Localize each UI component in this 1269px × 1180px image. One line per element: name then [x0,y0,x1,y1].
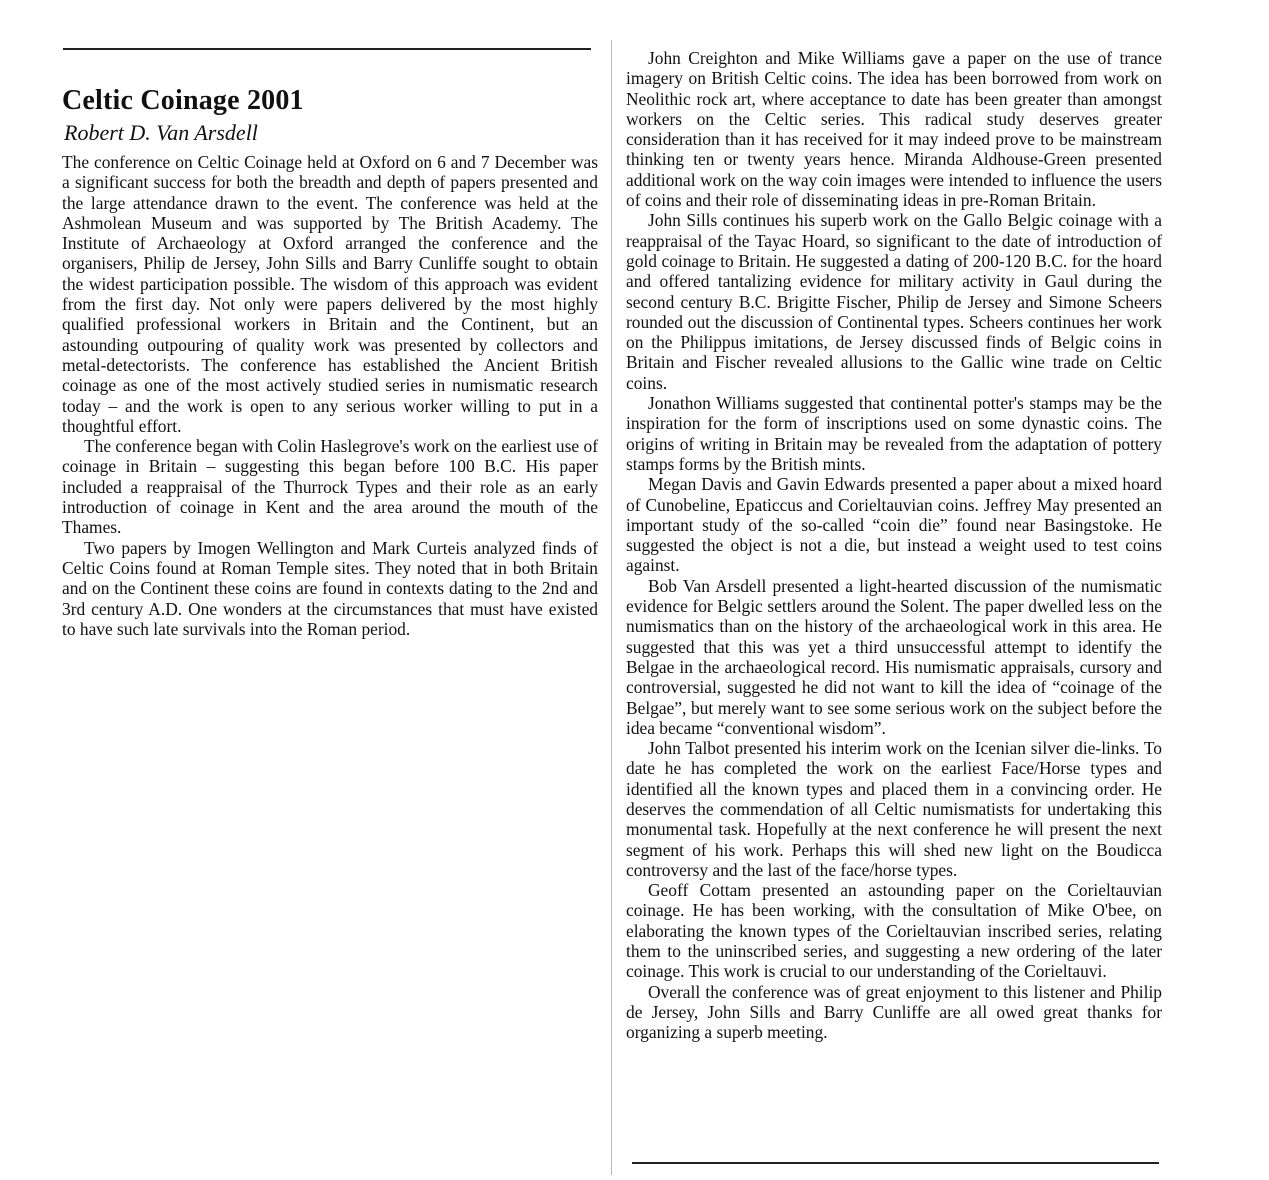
top-rule [63,48,591,50]
paragraph: John Sills continues his superb work on the Gallo Belgic coinage with a reappraisal of the Tayac Hoard, so significant to the date of introduction of gold coinage to Britain. He suggested a dating of 200-120 B.C. for the hoard and offered tantalizing evidence for military activity in Gaul during the second century B.C. Brigitte Fischer, Philip de Jersey and Simone Scheers rounded out the discussion of Continental types. Scheers continues her work on the Philippus imitations, de Jersey discussed finds of Belgic coins in Britain and Fischer revealed allusions to the Gallic wine trade on Celtic coins. [626,210,1162,393]
article-author: Robert D. Van Arsdell [64,120,258,145]
paragraph: John Talbot presented his interim work on the Icenian silver die-links. To date he has completed the work on the earliest Face/Horse types and identified all the known types and placed them in a convincing order. He deserves the commendation of all Celtic numismatists for undertaking this monumental task. Hopefully at the next conference he will present the next segment of his work. Perhaps this will shed new light on the Boudicca controversy and the last of the face/horse types. [626,738,1162,880]
paragraph: Bob Van Arsdell presented a light-hearted discussion of the numismatic evidence for Belgic settlers around the Solent. The paper dwelled less on the numismatics than on the history of the archaeological work in this area. He suggested that this was yet a third unsuccessful attempt to identify the Belgae in the archaeological record. His numismatic appraisals, cursory and controversial, suggested he did not want to kill the idea of “coinage of the Belgae”, but merely want to see some serious work on the subject before the idea became “conventional wisdom”. [626,575,1162,738]
paragraph: The conference began with Colin Haslegrove's work on the earliest use of coinage in Britain – suggesting this began before 100 B.C. His paper included a reappraisal of the Thurrock Types and their role as an early introduction of coinage in Kent and the area around the mouth of the Thames. [62,436,598,538]
paragraph: The conference on Celtic Coinage held at Oxford on 6 and 7 December was a significant success for both the breadth and depth of papers presented and the large attendance drawn to the event. The conference was held at the Ashmolean Museum and was supported by The British Academy. The Institute of Archaeology at Oxford arranged the conference and the organisers, Philip de Jersey, John Sills and Barry Cunliffe sought to obtain the widest participation possible. The wisdom of this approach was evident from the first day. Not only were papers delivered by the most highly qualified professional workers in Britain and the Continent, but an astounding outpouring of quality work was presented by collectors and metal-detectorists. The conference has established the Ancient British coinage as one of the most actively studied series in numismatic research today – and the work is open to any serious worker willing to put in a thoughtful effort. [62,152,598,436]
bottom-rule [632,1162,1159,1164]
article-title: Celtic Coinage 2001 [62,85,304,116]
paragraph: John Creighton and Mike Williams gave a paper on the use of trance imagery on British Celtic coins. The idea has been borrowed from work on Neolithic rock art, where acceptance to date has been greater than amongst workers on the Celtic series. This radical study deserves greater consideration than it has received for it may indeed prove to be mainstream thinking ten or twenty years hence. Miranda Aldhouse-Green presented additional work on the way coin images were intended to influence the users of coins and their role of disseminating ideas in pre-Roman Britain. [626,48,1162,211]
paragraph: Geoff Cottam presented an astounding paper on the Corieltauvian coinage. He has been working, with the consultation of Mike O'bee, on elaborating the known types of the Corieltauvian inscribed series, relating them to the uninscribed series, and suggesting a new ordering of the later coinage. This work is crucial to our understanding of the Corieltauvi. [626,880,1162,982]
paragraph: Megan Davis and Gavin Edwards presented a paper about a mixed hoard of Cunobeline, Epaticcus and Corieltauvian coins. Jeffrey May presented an important study of the so-called “coin die” found near Basingstoke. He suggested the object is not a die, but instead a weight used to test coins against. [626,474,1162,576]
right-column [626,48,1162,1043]
column-divider [611,40,612,1175]
paragraph: Overall the conference was of great enjoyment to this listener and Philip de Jersey, John Sills and Barry Cunliffe are all owed great thanks for organizing a superb meeting. [626,981,1162,1043]
paragraph: Jonathon Williams suggested that continental potter's stamps may be the inspiration for the form of inscriptions used on some dynastic coins. The origins of writing in Britain may be revealed from the adaptation of pottery stamps forms by the British mints. [626,393,1162,474]
left-column [62,152,598,639]
paragraph: Two papers by Imogen Wellington and Mark Curteis analyzed finds of Celtic Coins found at Roman Temple sites. They noted that in both Britain and on the Continent these coins are found in contexts dating to the 2nd and 3rd century A.D. One wonders at the circumstances that must have existed to have such late survivals into the Roman period. [62,537,598,639]
